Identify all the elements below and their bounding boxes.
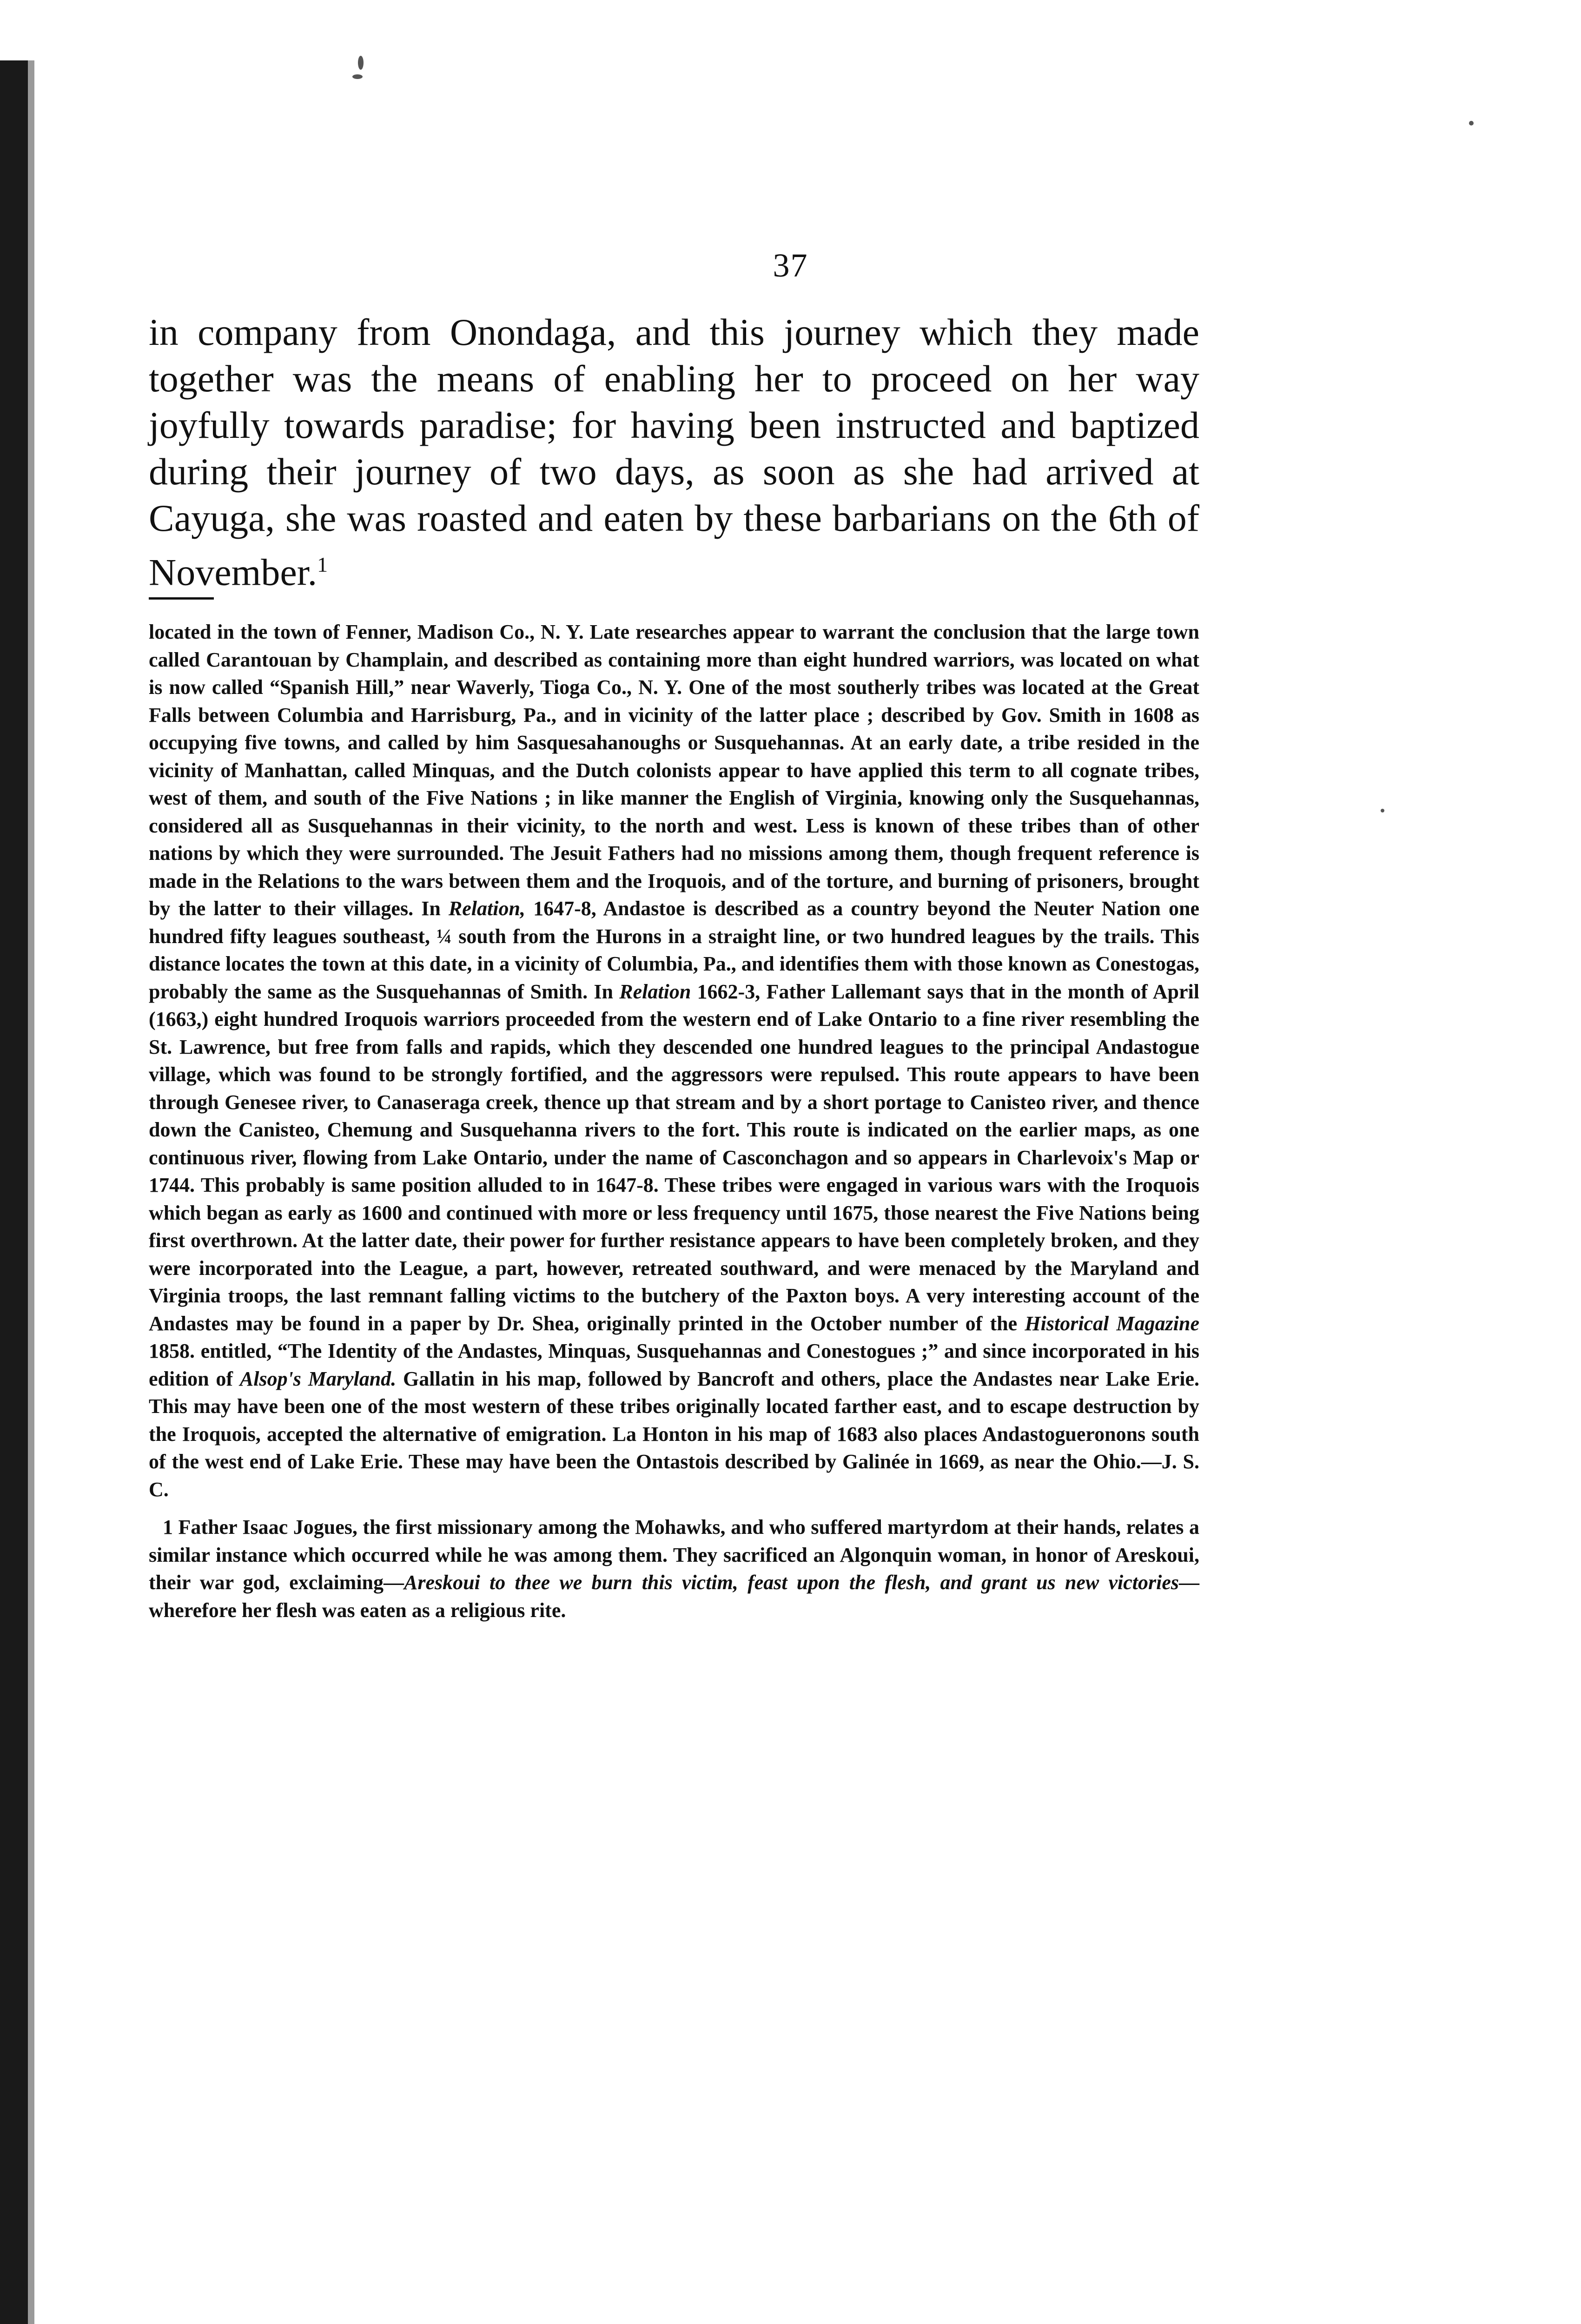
footnote-italic-text: Areskoui to thee we burn this victim, feast upon the flesh, and grant us new victories [404, 1571, 1179, 1594]
note-text: 1858. entitled, “The Identity of the Andastes, Minquas, Susquehannas and Conestogues ;” and since incorporated in his edition of [149, 1340, 1199, 1390]
footnote-text: —wherefore her flesh was eaten as a religious rite. [149, 1571, 1199, 1622]
note-italic-text: Relation [619, 980, 691, 1003]
footnote-text: Father Isaac Jogues, the first missionary among the Mohawks, and who suffered martyrdom at their hands, relates a similar instance which occurred while he was among them. They sacrificed an Algonquin woman, in honor of Areskoui, their war god, exclaiming— [149, 1516, 1199, 1594]
note-italic-text: Alsop's Maryland. [239, 1367, 397, 1390]
note-text: 1647-8, Andastoe is described as a country beyond the Neuter Nation one hundred fifty leagues southeast, ¼ south from the Hurons in a straight line, or two hundred leagues by the trails. This distance locates the town at this date, in a vicinity of Columbia, Pa., and identifies them with those known as Conestogas, probably the same as the Susquehannas of Smith. In [149, 897, 1199, 1003]
scan-speckle [352, 74, 363, 79]
note-italic-text: Relation, [448, 897, 525, 920]
scan-speckle [1381, 809, 1384, 812]
scan-left-edge [0, 60, 28, 2324]
footnote-1 [149, 1513, 1199, 1624]
main-text-block [149, 309, 1199, 595]
footnote-separator [149, 597, 214, 600]
footnote-marker: 1 [163, 1516, 173, 1538]
footnotes-block [149, 618, 1199, 1624]
continued-note [149, 618, 1199, 1503]
main-paragraph-text: in company from Onondaga, and this journey which they made together was the means of enabling her to proceed on her way joyfully towards paradise; for having been instructed and baptized during their journey of two days, as soon as she had arrived at Cayuga, she was roasted and eaten by these barbarians on the 6th of November. [149, 311, 1199, 594]
note-text: Gallatin in his map, followed by Bancroft and others, place the Andastes near Lake Erie. This may have been one of the most western of these tribes originally located farther east, and to escape destruction by the Iroquois, accepted the alternative of emigration. La Honton in his map of 1683 also places Andastogueronons south of the west end of Lake Erie. These may have been the Ontastois described by Galinée in 1669, as near the Ohio.—J. S. C. [149, 1367, 1199, 1501]
note-text: located in the town of Fenner, Madison Co., N. Y. Late researches appear to warrant the conclusion that the large town called Carantouan by Champlain, and described as containing more than eight hundred warriors, was located on what is now called “Spanish Hill,” near Waverly, Tioga Co., N. Y. One of the most southerly tribes was located at the Great Falls between Columbia and Harrisburg, Pa., and in vicinity of the latter place ; described by Gov. Smith in 1608 as occupying five towns, and called by him Sasquesahanoughs or Susquehannas. At an early date, a tribe resided in the vicinity of Manhattan, called Minquas, and the Dutch colonists appear to have applied this term to all cognate tribes, west of them, and south of the Five Nations ; in like manner the English of Virginia, knowing only the Susquehannas, considered all as Susquehannas in their vicinity, to the north and west. Less is known of these tribes than of other nations by which they were surrounded. The Jesuit Fathers had no missions among them, though frequent reference is made in the Relations to the wars between them and the Iroquois, and of the torture, and burning of prisoners, brought by the latter to their villages. In [149, 621, 1199, 920]
scan-left-edge-shadow [28, 60, 34, 2324]
main-paragraph [149, 309, 1199, 595]
footnote-reference: 1 [317, 553, 328, 576]
scan-speckle [1469, 121, 1474, 125]
note-italic-text: Historical Magazine [1025, 1312, 1200, 1335]
page-number: 37 [773, 247, 808, 284]
note-text: 1662-3, Father Lallemant says that in the month of April (1663,) eight hundred Iroquois warriors proceeded from the western end of Lake Ontario to a fine river resembling the St. Lawrence, but free from falls and rapids, which they descended one hundred leagues to the principal Andastogue village, which was found to be strongly fortified, and the aggressors were repulsed. This route appears to have been through Genesee river, to Canaseraga creek, thence up that stream and by a short portage to Canisteo river, and thence down the Canisteo, Chemung and Susquehanna rivers to the fort. This route is indicated on the earlier maps, as one continuous river, flowing from Lake Ontario, under the name of Casconchagon and so appears in Charlevoix's Map or 1744. This probably is same position alluded to in 1647-8. These tribes were engaged in various wars with the Iroquois which began as early as 1600 and continued with more or less frequency until 1675, those nearest the Five Nations being first overthrown. At the latter date, their power for further resistance appears to have been completely broken, and they were incorporated into the League, a part, however, retreated southward, and were menaced by the Maryland and Virginia troops, the last remnant falling victims to the butchery of the Paxton boys. A very interesting account of the Andastes may be found in a paper by Dr. Shea, originally printed in the October number of the [149, 980, 1200, 1335]
scan-speckle [358, 56, 364, 70]
